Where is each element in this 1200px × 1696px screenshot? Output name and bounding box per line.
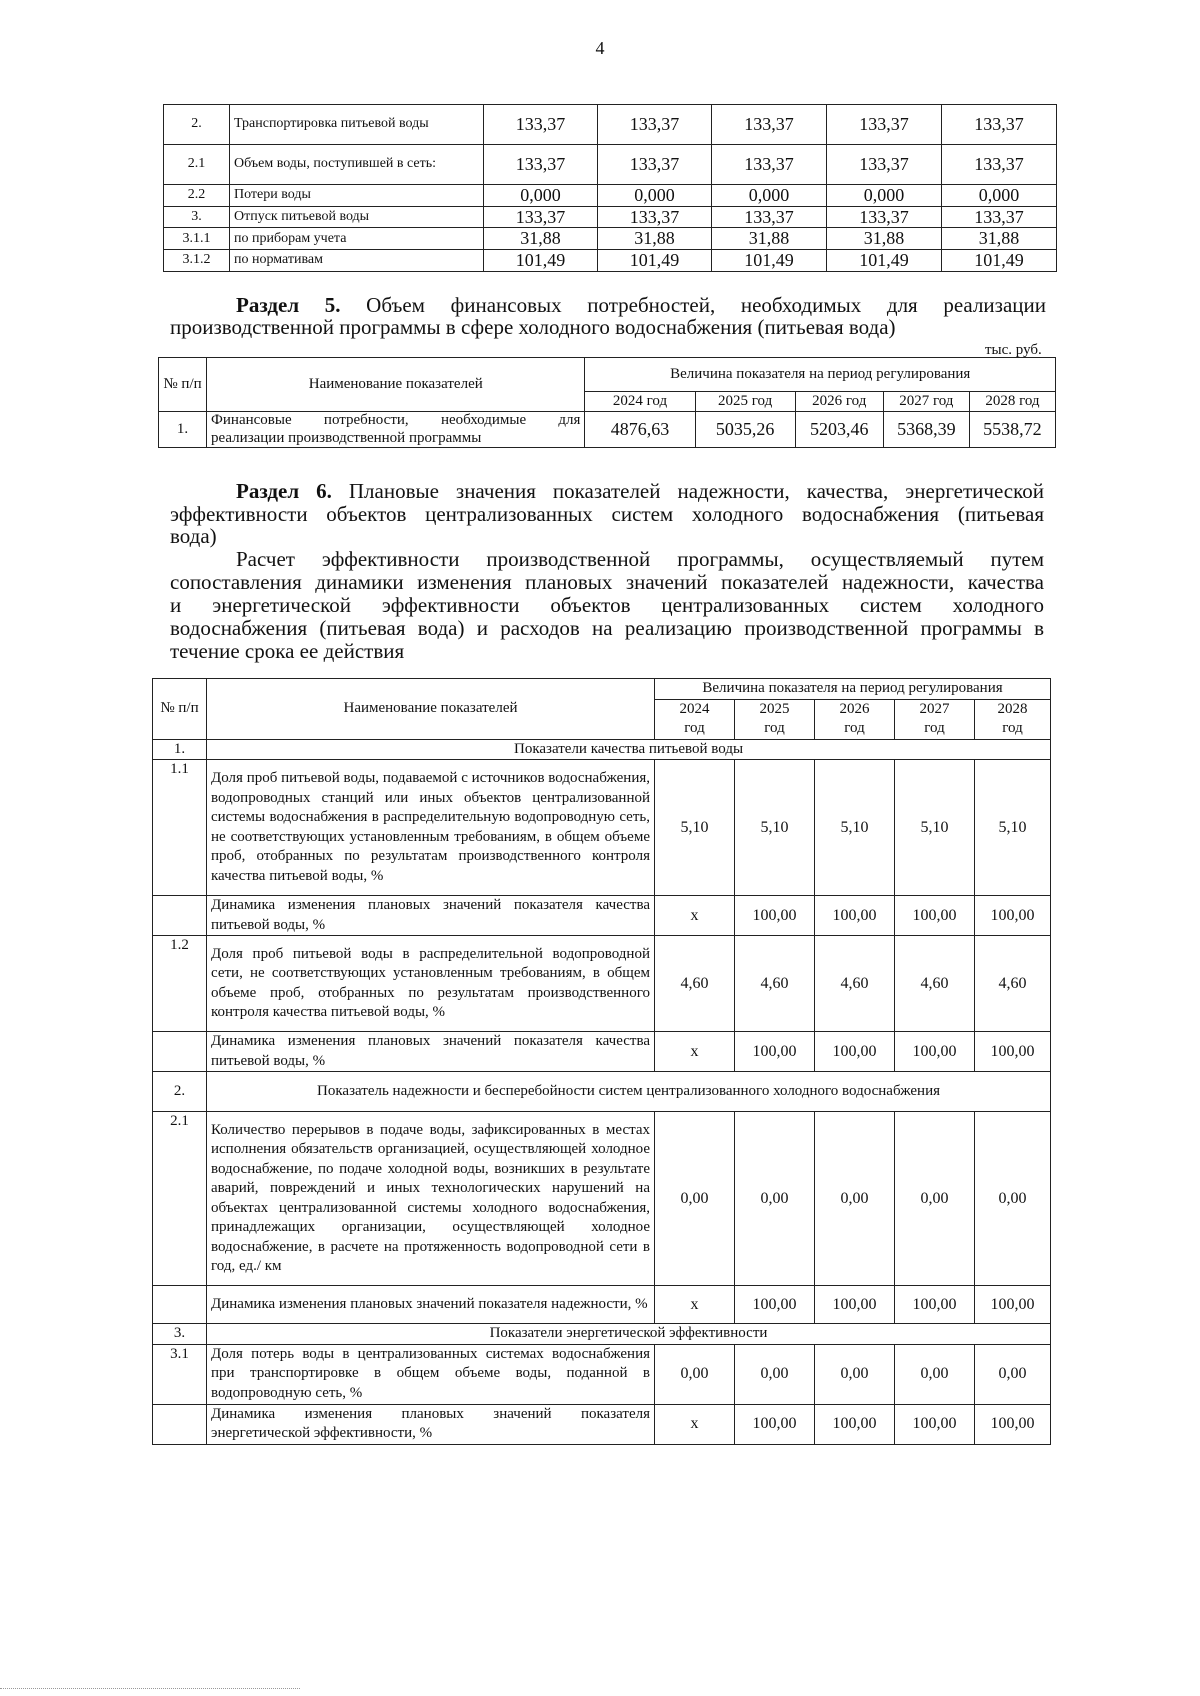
- group-row: [153, 739, 1051, 760]
- row-value: 133,37: [484, 145, 598, 185]
- dynamics-value: x: [655, 896, 735, 936]
- indicator-value: 0,00: [655, 1344, 735, 1404]
- row-value: 133,37: [942, 105, 1057, 145]
- row-value: 0,000: [712, 185, 827, 207]
- group-num: 2.: [153, 1072, 207, 1112]
- dynamics-row: [153, 896, 1051, 936]
- row-name-line1: Финансовые потребности, необходимые для: [211, 412, 581, 429]
- indicator-value: 0,00: [815, 1344, 895, 1404]
- row-num: 1.: [159, 412, 207, 448]
- section6-heading-line3: вода): [170, 524, 217, 548]
- row-value: 133,37: [942, 145, 1057, 185]
- row-value: 0,000: [942, 185, 1057, 207]
- para-line3: и энергетической эффективности объектов централизованных систем холодного: [170, 593, 1044, 617]
- dynamics-value: 100,00: [815, 896, 895, 936]
- row-value: 133,37: [598, 206, 712, 228]
- indicator-value: 0,00: [815, 1112, 895, 1286]
- indicator-value: 4,60: [815, 936, 895, 1032]
- table-row: [164, 250, 1057, 272]
- dynamics-name: Динамика изменения плановых значений показателя качества питьевой воды, %: [207, 896, 655, 936]
- indicator-value: 0,00: [975, 1344, 1051, 1404]
- row-value: 31,88: [598, 228, 712, 250]
- indicator-value: 4,60: [975, 936, 1051, 1032]
- table-row: [164, 105, 1057, 145]
- dynamics-value: 100,00: [735, 1032, 815, 1072]
- indicator-num: 1.1: [153, 760, 207, 896]
- group-row: [153, 1324, 1051, 1345]
- dynamics-value: 100,00: [815, 1286, 895, 1324]
- header-period: Величина показателя на период регулирования: [585, 358, 1056, 392]
- row-name-line2: реализации производственной программы: [211, 429, 482, 446]
- dynamics-name: Динамика изменения плановых значений показателя качества питьевой воды, %: [207, 1032, 655, 1072]
- page-number: 4: [595, 38, 605, 58]
- t3-header-period: Величина показателя на период регулирования: [655, 679, 1051, 700]
- dynamics-value: x: [655, 1286, 735, 1324]
- group-row: [153, 1072, 1051, 1112]
- indicator-num: 2.1: [153, 1112, 207, 1286]
- dynamics-value: 100,00: [895, 896, 975, 936]
- section6-paragraph: [170, 548, 1044, 663]
- t3-year-2028: 2028 год: [975, 699, 1051, 739]
- row-value: 101,49: [598, 250, 712, 272]
- row-value: 133,37: [712, 105, 827, 145]
- row-value: 31,88: [827, 228, 942, 250]
- row-value: 133,37: [712, 206, 827, 228]
- dynamics-num: [153, 896, 207, 936]
- table-row: [164, 145, 1057, 185]
- row-num: 3.: [164, 206, 230, 228]
- dynamics-value: 100,00: [815, 1032, 895, 1072]
- value-2027: 5368,39: [883, 412, 969, 448]
- row-name: Отпуск питьевой воды: [230, 206, 484, 228]
- row-name: по нормативам: [230, 250, 484, 272]
- dynamics-value: 100,00: [735, 896, 815, 936]
- indicator-name: Доля проб питьевой воды в распределительной водопроводной сети, не соответствующих установленным требованиям, в общем объеме проб, отобранных по результатам производственного контроля качества питьевой воды, %: [207, 936, 655, 1032]
- indicator-num: 3.1: [153, 1344, 207, 1404]
- dynamics-value: 100,00: [895, 1032, 975, 1072]
- para-line5: течение срока ее действия: [170, 639, 405, 663]
- value-2028: 5538,72: [969, 412, 1055, 448]
- indicator-value: 0,00: [735, 1112, 815, 1286]
- row-value: 133,37: [942, 206, 1057, 228]
- row-value: 133,37: [827, 105, 942, 145]
- section5-heading: [236, 294, 1046, 316]
- dynamics-num: [153, 1032, 207, 1072]
- indicator-row: [153, 936, 1051, 1032]
- dynamics-value: 100,00: [975, 1032, 1051, 1072]
- year-2024: 2024 год: [585, 392, 695, 412]
- value-2025: 5035,26: [695, 412, 795, 448]
- dynamics-value: 100,00: [735, 1404, 815, 1444]
- row-value: 133,37: [598, 145, 712, 185]
- dynamics-value: 100,00: [975, 1404, 1051, 1444]
- row-value: 31,88: [712, 228, 827, 250]
- indicator-value: 4,60: [655, 936, 735, 1032]
- dynamics-value: 100,00: [895, 1286, 975, 1324]
- year-2026: 2026 год: [795, 392, 883, 412]
- table-row: [164, 206, 1057, 228]
- value-2026: 5203,46: [795, 412, 883, 448]
- indicator-name: Количество перерывов в подаче воды, зафиксированных в местах исполнения обязательств организацией, осуществляющей холодное водоснабжение, по подаче холодной воды, возникших в результате аварий, повреждений и иных технологических нарушений на объектах централизованной системы холодного водоснабжения, принадлежащих организации, осуществляющей холодное водоснабжение, в расчете на протяженность водопроводной сети в год, ед./ км: [207, 1112, 655, 1286]
- dynamics-name: Динамика изменения плановых значений показателя надежности, %: [207, 1286, 655, 1324]
- scan-artifact: [0, 1688, 300, 1691]
- row-name: Объем воды, поступившей в сеть:: [230, 145, 484, 185]
- row-num: 2.1: [164, 145, 230, 185]
- group-num: 3.: [153, 1324, 207, 1345]
- row-value: 133,37: [827, 206, 942, 228]
- row-value: 133,37: [712, 145, 827, 185]
- dynamics-value: 100,00: [895, 1404, 975, 1444]
- t3-year-2025: 2025 год: [735, 699, 815, 739]
- para-line4: водоснабжения (питьевая вода) и расходов на реализацию производственной программы в: [170, 616, 1044, 640]
- section6-label: Раздел 6.: [236, 479, 332, 503]
- indicator-num: 1.2: [153, 936, 207, 1032]
- row-value: 101,49: [484, 250, 598, 272]
- section5-label: Раздел 5.: [236, 293, 341, 317]
- t3-header-name: Наименование показателей: [207, 679, 655, 740]
- row-value: 133,37: [827, 145, 942, 185]
- section6-heading: [236, 480, 1044, 502]
- section6-title-line1: Плановые значения показателей надежности, качества, энергетической: [348, 479, 1044, 503]
- indicator-value: 4,60: [735, 936, 815, 1032]
- table-row: [164, 185, 1057, 207]
- dynamics-num: [153, 1404, 207, 1444]
- row-value: 101,49: [712, 250, 827, 272]
- indicator-name: Доля проб питьевой воды, подаваемой с источников водоснабжения, водопроводных станций или иных объектов централизованной системы водоснабжения в распределительную водопроводную сеть, не соответствующих установленным требованиям, в общем объеме проб, отобранных по результатам производственного контроля качества питьевой воды, %: [207, 760, 655, 896]
- indicator-value: 0,00: [975, 1112, 1051, 1286]
- t3-year-2024: 2024 год: [655, 699, 735, 739]
- group-num: 1.: [153, 739, 207, 760]
- section5-title-line1: Объем финансовых потребностей, необходимых для реализации: [366, 293, 1046, 317]
- dynamics-value: 100,00: [815, 1404, 895, 1444]
- t3-year-2027: 2027 год: [895, 699, 975, 739]
- indicator-row: [153, 1112, 1051, 1286]
- indicator-value: 5,10: [655, 760, 735, 896]
- row-value: 133,37: [598, 105, 712, 145]
- row-num: 3.1.1: [164, 228, 230, 250]
- group-title: Показатели качества питьевой воды: [207, 739, 1051, 760]
- row-value: 101,49: [942, 250, 1057, 272]
- indicators-table: [152, 678, 1051, 1445]
- row-value: 101,49: [827, 250, 942, 272]
- table-row: [164, 228, 1057, 250]
- dynamics-row: [153, 1286, 1051, 1324]
- row-value: 0,000: [827, 185, 942, 207]
- indicator-name: Доля потерь воды в централизованных системах водоснабжения при транспортировке в общем объеме воды, поданной в водопроводную сеть, %: [207, 1344, 655, 1404]
- dynamics-row: [153, 1404, 1051, 1444]
- financial-needs-table: [158, 357, 1056, 448]
- year-2027: 2027 год: [883, 392, 969, 412]
- group-title: Показатель надежности и бесперебойности систем централизованного холодного водоснабжения: [207, 1072, 1051, 1112]
- row-value: 0,000: [484, 185, 598, 207]
- value-2024: 4876,63: [585, 412, 695, 448]
- row-name: Потери воды: [230, 185, 484, 207]
- indicator-value: 5,10: [895, 760, 975, 896]
- t3-year-2026: 2026 год: [815, 699, 895, 739]
- indicator-value: 0,00: [655, 1112, 735, 1286]
- indicator-row: [153, 1344, 1051, 1404]
- indicator-value: 0,00: [895, 1344, 975, 1404]
- year-2025: 2025 год: [695, 392, 795, 412]
- t3-header-num: № п/п: [153, 679, 207, 740]
- indicator-value: 5,10: [735, 760, 815, 896]
- year-2028: 2028 год: [969, 392, 1055, 412]
- para-line1: Расчет эффективности производственной программы, осуществляемый путем: [236, 547, 1044, 571]
- unit-label: тыс. руб.: [985, 342, 1042, 358]
- section6-heading-line2: эффективности объектов централизованных систем холодного водоснабжения (питьевая: [170, 502, 1044, 526]
- row-value: 133,37: [484, 105, 598, 145]
- row-value: 0,000: [598, 185, 712, 207]
- row-value: 31,88: [942, 228, 1057, 250]
- row-name: Транспортировка питьевой воды: [230, 105, 484, 145]
- row-name: [207, 412, 585, 448]
- indicator-value: 5,10: [815, 760, 895, 896]
- dynamics-row: [153, 1032, 1051, 1072]
- indicator-value: 5,10: [975, 760, 1051, 896]
- dynamics-name: Динамика изменения плановых значений показателя энергетической эффективности, %: [207, 1404, 655, 1444]
- water-balance-table: [163, 104, 1057, 272]
- dynamics-value: 100,00: [735, 1286, 815, 1324]
- section5-heading-line2: производственной программы в сфере холодного водоснабжения (питьевая вода): [170, 315, 896, 339]
- para-line2: сопоставления динамики изменения плановых значений показателей надежности, качества: [170, 570, 1044, 594]
- indicator-row: [153, 760, 1051, 896]
- row-num: 2.: [164, 105, 230, 145]
- indicator-value: 4,60: [895, 936, 975, 1032]
- indicator-value: 0,00: [735, 1344, 815, 1404]
- header-num: № п/п: [159, 358, 207, 412]
- row-value: 133,37: [484, 206, 598, 228]
- dynamics-num: [153, 1286, 207, 1324]
- row-name: по приборам учета: [230, 228, 484, 250]
- dynamics-value: 100,00: [975, 1286, 1051, 1324]
- dynamics-value: 100,00: [975, 896, 1051, 936]
- row-num: 3.1.2: [164, 250, 230, 272]
- dynamics-value: x: [655, 1404, 735, 1444]
- header-name: Наименование показателей: [207, 358, 585, 412]
- group-title: Показатели энергетической эффективности: [207, 1324, 1051, 1345]
- row-num: 2.2: [164, 185, 230, 207]
- row-value: 31,88: [484, 228, 598, 250]
- dynamics-value: x: [655, 1032, 735, 1072]
- indicator-value: 0,00: [895, 1112, 975, 1286]
